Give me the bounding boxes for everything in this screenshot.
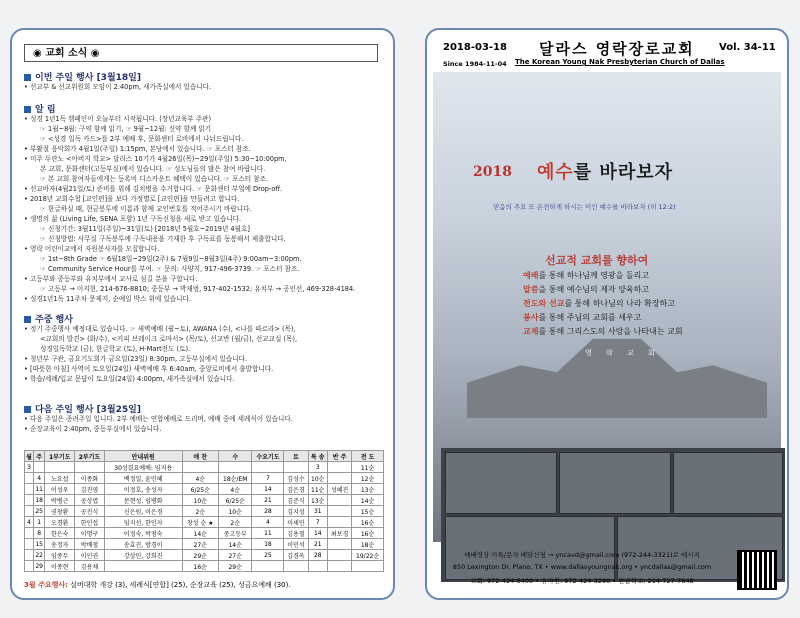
duty-cell: 21	[308, 539, 327, 550]
duty-cell	[327, 517, 351, 528]
duty-header-cell: 토	[284, 451, 308, 462]
duty-cell: 14순	[218, 539, 252, 550]
square-bullet-icon	[24, 74, 31, 81]
bulletin-line: 성경일독학교 (금), 한글학교 (토), H-Mart전도 (토).	[40, 345, 191, 353]
duty-cell: 창성 순 ★	[182, 517, 218, 528]
duty-cell: 15순	[352, 506, 384, 517]
bulletin-line: • 부활절 음악회가 4월1일(주일) 1:15pm, 본당에서 있습니다. ☞ 포스터 참조.	[24, 145, 251, 153]
duty-cell: 30성결요예배: 임지용	[104, 462, 182, 473]
duty-cell: 4	[25, 517, 34, 528]
section-notice: 알 림	[24, 102, 56, 115]
duty-header-cell: 2부기도	[75, 451, 105, 462]
since-date: Since 1984-11-04	[443, 60, 507, 68]
duty-row	[25, 550, 384, 561]
qr-code[interactable]	[737, 550, 777, 590]
duty-cell: 이종현	[45, 561, 75, 572]
duty-cell: 12순	[352, 473, 384, 484]
cover-panel	[425, 28, 789, 600]
duty-header-cell: 애 찬	[182, 451, 218, 462]
duty-cell: 김진영	[75, 484, 105, 495]
news-title: ◉ 교회 소식 ◉	[24, 44, 378, 62]
duty-cell: 김지성	[284, 506, 308, 517]
bulletin-line: ☞ 1월~8월: 구약 함께 읽기, ☞ 9월~12월: 신약 함께 읽기	[40, 125, 212, 133]
building-sign: 영 락 교 회	[585, 349, 661, 357]
duty-cell: 김경옥	[284, 550, 308, 561]
duty-cell: 10순	[182, 495, 218, 506]
bulletin-line: ☞ 한글하실 때, 현금봉투에 이름과 함께 교인번호를 적어주시기 바랍니다.	[40, 205, 252, 213]
duty-cell: 13순	[308, 495, 327, 506]
duty-row	[25, 539, 384, 550]
mission-line: 교제를 통해 그리스도의 사랑을 나타내는 교회	[523, 327, 683, 336]
duty-cell: 8	[33, 528, 44, 539]
theme-motto: 예수를 바라보자	[537, 162, 673, 183]
duty-cell: 성혜진	[327, 484, 351, 495]
theme-year: 2018	[473, 164, 512, 180]
bulletin-line: • 학습/세례/입교 문답이 토요일(24일) 4:00pm, 새가족실에서 있습니다.	[24, 375, 235, 383]
duty-cell: 28	[252, 506, 284, 517]
duty-cell	[327, 561, 351, 572]
video-contact: 예배영상 카톡/문자 배달신청 → yncavd@gmail.com (972-244-3321)로 메시지	[464, 551, 700, 559]
duty-cell	[25, 495, 34, 506]
duty-cell: 16순	[352, 528, 384, 539]
duty-cell: 18	[35, 496, 43, 504]
duty-header-cell: 전 도	[352, 451, 384, 462]
duty-row	[25, 484, 384, 495]
duty-cell: 31	[308, 506, 327, 517]
bulletin-line: ☞ Community Service Hour를 부여. ☞ 문의: 사양지, 917-496-3739. ☞ 포스터 참조.	[40, 265, 300, 273]
duty-cell	[25, 561, 34, 572]
duty-cell	[218, 462, 252, 473]
bulletin-line: • 순장교육이 2:40pm, 중등부실에서 있습니다.	[24, 425, 162, 433]
duty-cell	[327, 506, 351, 517]
duty-row	[25, 506, 384, 517]
duty-cell: 4	[252, 517, 284, 528]
duty-cell: 한은숙	[45, 528, 75, 539]
duty-header-cell: 1부기도	[45, 451, 75, 462]
duty-cell: 11	[252, 528, 284, 539]
duty-cell: 29순	[218, 561, 252, 572]
photo-worship-2	[559, 452, 671, 514]
duty-cell: 11	[35, 485, 43, 493]
duty-header-cell: 월	[25, 451, 34, 462]
duty-cell: 김성수	[284, 473, 308, 484]
duty-cell: 29	[35, 562, 43, 570]
bulletin-line: <교회의 발견> (화/수), <커피 브레이크 로마서> (목/토), 선교반 (월/금), 선교교실 (목),	[40, 335, 298, 343]
theme-verse: 믿음의 주요 또 온전하게 하시는 이인 예수를 바라보자 (히 12:2)	[493, 203, 676, 211]
duty-cell: 신은원, 이은경	[104, 506, 182, 517]
duty-header-cell: 반 주	[327, 451, 351, 462]
bulletin-line: • 청년부 구관, 금요기도회가 금요일(23일) 8:30pm, 고등부실에서 있습니다.	[24, 355, 248, 363]
duty-cell: 임종두	[45, 550, 75, 561]
duty-cell	[252, 462, 284, 473]
duty-cell: 11순	[308, 484, 327, 495]
duty-cell	[25, 550, 34, 561]
duty-cell: 강상민, 강희진	[104, 550, 182, 561]
church-name-korean: 달라스 영락장로교회	[539, 40, 695, 58]
duty-cell: 25	[35, 507, 43, 515]
duty-cell: 3	[308, 462, 327, 473]
duty-cell: 22	[35, 551, 43, 559]
bulletin-line: ☞ 신청기간: 3월11일(주일)~31일(토) [2018년 5월호~2019년 4월호]	[40, 225, 250, 233]
duty-cell	[284, 462, 308, 473]
church-name-english: The Korean Young Nak Presbyterian Church of Dallas	[515, 58, 725, 66]
duty-cell	[327, 495, 351, 506]
duty-cell: 13순	[352, 484, 384, 495]
bulletin-line: • 2018년 교회수첩 [교인편]을 보다 가정별로 [교인편]을 만들려고 합니다.	[24, 195, 240, 203]
duty-cell: 6/25순	[182, 484, 218, 495]
duty-cell: 김은경	[284, 484, 308, 495]
duty-cell	[308, 561, 327, 572]
duty-cell: 7	[252, 473, 284, 484]
square-bullet-icon	[24, 406, 31, 413]
duty-header-cell: 안내위원	[104, 451, 182, 462]
duty-cell: 2순	[218, 517, 252, 528]
duty-cell	[352, 561, 384, 572]
duty-cell: 김준식	[284, 495, 308, 506]
duty-cell: 공상엽	[75, 495, 105, 506]
duty-cell	[327, 550, 351, 561]
photo-worship-1	[445, 452, 557, 514]
square-bullet-icon	[24, 316, 31, 323]
duty-cell: 송효진, 방경이	[104, 539, 182, 550]
duty-cell: 오경환	[45, 517, 75, 528]
bulletin-line: ☞ 본 교회 참여자들에게는 등록비 디스카운트 혜택이 있습니다. ☞ 포스터 참조.	[40, 175, 269, 183]
duty-cell: 김용철	[284, 528, 308, 539]
duty-cell: 중고등부	[218, 528, 252, 539]
duty-cell: 21	[252, 495, 284, 506]
duty-cell: 6/25순	[218, 495, 252, 506]
bulletin-line: • 생명의 삶 (Living Life, SENA 포함) 1년 구독신청을 새로 받고 있습니다.	[24, 215, 242, 223]
duty-cell: 29순	[182, 550, 218, 561]
bulletin-line: • [따뜻한 아침] 사역이 토요일(24일) 새벽예배 후 6:40am, 중앙로비에서 출발합니다.	[24, 365, 274, 373]
duty-cell: 16순	[182, 561, 218, 572]
duty-cell: 4순	[218, 484, 252, 495]
duty-cell: 15	[35, 540, 43, 548]
duty-cell: 27순	[182, 539, 218, 550]
duty-cell: 이인권	[75, 550, 105, 561]
section-weekly: 주중 행사	[24, 312, 73, 325]
duty-cell: 7	[308, 517, 327, 528]
duty-cell: 11순	[352, 462, 384, 473]
bulletin-line: • 선교바자(4월21일/토) 준비를 위해 김치병을 수거합니다. ☞ 문화센터 부엌에 Drop-off.	[24, 185, 283, 193]
duty-cell	[25, 484, 34, 495]
duty-cell	[25, 473, 34, 484]
duty-cell: 18순	[352, 539, 384, 550]
duty-cell: 최보경	[327, 528, 351, 539]
duty-cell: 2순	[182, 506, 218, 517]
church-building-photo	[467, 330, 767, 418]
duty-cell: 문현성, 임병화	[104, 495, 182, 506]
duty-cell: 28	[308, 550, 327, 561]
bulletin-line: • 선교부 & 선교위원회 모임이 2:40pm, 새가족실에서 있습니다.	[24, 83, 212, 91]
duty-cell: 4	[33, 473, 44, 484]
duty-table	[24, 450, 384, 572]
duty-header-cell: 특 송	[308, 451, 327, 462]
duty-table-body	[25, 462, 384, 572]
cover-image	[433, 72, 781, 542]
duty-cell	[284, 561, 308, 572]
duty-row	[25, 528, 384, 539]
mission-line: 말씀을 통해 예수님의 제자 양육하고	[523, 285, 650, 294]
duty-cell: 김용채	[75, 561, 105, 572]
duty-cell: 백정일, 윤민혜	[104, 473, 182, 484]
duty-cell	[327, 473, 351, 484]
duty-cell	[25, 539, 34, 550]
duty-cell: 14순	[182, 528, 218, 539]
duty-cell	[104, 561, 182, 572]
duty-cell: 이명구	[75, 528, 105, 539]
duty-cell: 송정자	[45, 539, 75, 550]
mission-line: 전도와 선교를 통해 하나님의 나라 확장하고	[523, 299, 676, 308]
bulletin-line: • 영락 어린이교에서 자원봉사자를 모집합니다.	[24, 245, 160, 253]
duty-cell: 27순	[218, 550, 252, 561]
duty-row	[25, 473, 384, 484]
bulletin-line: ☞ <성경 일독 카드>를 2부 예배 후, 문화센터 로비에서 나눠드립니다.	[40, 135, 244, 143]
duty-cell: 이종화	[75, 473, 105, 484]
duty-cell: 4순	[182, 473, 218, 484]
mission-line: 예배를 통해 하나님께 영광을 돌리고	[523, 271, 650, 280]
duty-table-header	[25, 451, 384, 462]
duty-cell: 16순	[352, 517, 384, 528]
bulletin-line: ☞ 1st~8th Grade ☞ 6월18일~29일(2주) & 7월9일~8월3일(4주) 9:00am~3:00pm.	[40, 255, 302, 263]
bulletin-line: • 정기 주중행사 예정대로 있습니다. ☞ 새벽예배 (월~토), AWANA (수), <나를 따르라> (목),	[24, 325, 296, 333]
address-line: 850 Lexington Dr. Plano, TX • www.dallasyoungnak.org • yncdallas@gmail.com	[452, 563, 712, 571]
duty-cell: 임지선, 한인자	[104, 517, 182, 528]
square-bullet-icon	[24, 106, 31, 113]
duty-header-cell: 수요기도	[252, 451, 284, 462]
section-this-week: 이번 주일 행사 [3월18일]	[24, 70, 141, 83]
duty-cell: 18순/EM	[218, 473, 252, 484]
duty-cell: 이정호, 송성자	[104, 484, 182, 495]
mission-line: 봉사를 통해 주님의 교회를 세우고	[523, 313, 642, 322]
bulletin-line: • 성경 1년1독 캠페인이 오늘부터 시작됩니다. (장년교육부 주관)	[24, 115, 212, 123]
duty-cell	[327, 462, 351, 473]
issue-date: 2018-03-18	[443, 42, 507, 53]
duty-cell: 3	[25, 462, 34, 473]
congregation-photos	[441, 448, 785, 582]
duty-cell	[327, 539, 351, 550]
duty-cell: 25	[252, 550, 284, 561]
bulletin-line: ☞ 고등부 → 이지현, 214-676-8810; 중등부 → 박재범, 917-402-1532; 유치부 → 공인선, 469-328-4184.	[40, 285, 356, 293]
section-next: 다음 주일 행사 [3월25일]	[24, 402, 141, 415]
phone-line: 교회: 972-424-5400 • 유아원: 972-424-3290 • 한글학교: 214-727-7648	[470, 577, 694, 585]
duty-row	[25, 517, 384, 528]
duty-cell	[75, 462, 105, 473]
photo-worship-3	[673, 452, 783, 514]
bulletin-line: • 다음 주일은 종려주일 입니다. 2부 예배는 연합예배로 드리며, 예배 중에 세례식이 있습니다.	[24, 415, 293, 423]
duty-cell: 이성우	[45, 484, 75, 495]
duty-cell: 1	[33, 517, 44, 528]
duty-header-cell: 수	[218, 451, 252, 462]
duty-cell	[33, 462, 44, 473]
duty-cell: 10순	[218, 506, 252, 517]
duty-cell: 14순	[352, 495, 384, 506]
duty-cell: 공진식	[75, 506, 105, 517]
duty-cell: 박병근	[45, 495, 75, 506]
bulletin-line: • 미주 두란노 <아버지 학교> 달라스 10기가 4월26일(목)~29일(주일) 5:30~10:00pm,	[24, 155, 287, 163]
duty-cell	[182, 462, 218, 473]
monthly-events: 3월 주요행사: 실버대학 개강 (3), 세례식[연합] (25), 순장교육 (25), 성금요예배 (30).	[24, 581, 291, 589]
bulletin-line: • 성경1년1독 11주차 문제지, 순예일 박스 위에 있습니다.	[24, 295, 191, 303]
duty-cell: 한인섭	[75, 517, 105, 528]
mission-title: 선교적 교회를 향하여	[545, 254, 649, 267]
bulletin-line: 본 교회, 문화센터(고등부실)에서 있습니다. ☞ 성도님들의 많은 참여 바랍니다.	[40, 165, 266, 173]
duty-cell: 10순	[308, 473, 327, 484]
duty-cell	[25, 506, 34, 517]
duty-row	[25, 462, 384, 473]
duty-cell: 권창환	[45, 506, 75, 517]
duty-cell: 박배철	[75, 539, 105, 550]
volume-number: Vol. 34-11	[719, 42, 776, 53]
bulletin-panel	[10, 28, 395, 600]
duty-cell: 14	[308, 528, 327, 539]
duty-cell: 이정숙, 박점숙	[104, 528, 182, 539]
duty-cell: 이세민	[284, 517, 308, 528]
duty-cell: 노요섭	[45, 473, 75, 484]
duty-row	[25, 495, 384, 506]
duty-row	[25, 561, 384, 572]
duty-cell	[252, 561, 284, 572]
duty-cell: 14	[252, 484, 284, 495]
duty-cell	[25, 528, 34, 539]
bulletin-line: • 고등부와 중등부와 유치부에서 교사로 섬길 분을 구합니다.	[24, 275, 198, 283]
duty-cell: 이민석	[284, 539, 308, 550]
bulletin-line: ☞ 신청방법: 사무실 구독봉투에 구독내용을 기재한 후 구독료를 동봉해서 제출합니다.	[40, 235, 286, 243]
duty-cell: 18	[252, 539, 284, 550]
duty-header-cell: 주	[33, 451, 44, 462]
duty-cell: 19/22순	[352, 550, 384, 561]
duty-cell	[45, 462, 75, 473]
